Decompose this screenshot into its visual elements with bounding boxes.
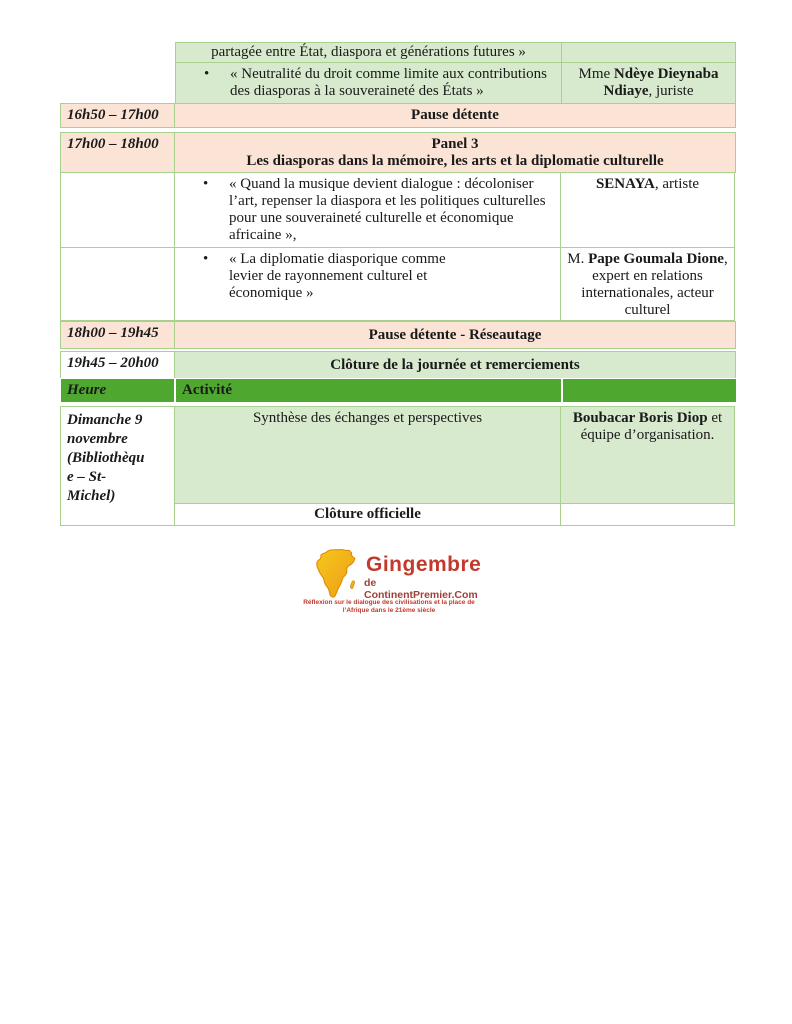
activity-cell bbox=[174, 247, 561, 321]
bullet-glyph: • bbox=[203, 176, 209, 192]
bullet-text: « La diplomatie diasporique comme levier de rayonnement culturel et économique » bbox=[229, 251, 446, 301]
header-heure: Heure bbox=[60, 378, 175, 403]
africa-continent-icon bbox=[307, 547, 365, 601]
speaker-suffix: , expert en relations internationales, acteur culturel bbox=[581, 251, 728, 318]
activity-cell: Pause détente bbox=[174, 103, 736, 128]
activity-cell bbox=[174, 132, 736, 173]
bullet-text: « Neutralité du droit comme limite aux contributions des diasporas à la souveraineté des États » bbox=[230, 66, 548, 99]
speaker-suffix: et équipe d’organisation. bbox=[580, 410, 723, 443]
speaker-cell bbox=[561, 62, 736, 104]
time-cell: 18h00 – 19h45 bbox=[60, 321, 175, 349]
time-cell: 17h00 – 18h00 bbox=[60, 132, 175, 173]
bullet-glyph: • bbox=[203, 251, 209, 267]
speaker-name: Pape Goumala Dione bbox=[588, 251, 724, 267]
table-row bbox=[174, 503, 737, 526]
header-activite: Activité bbox=[175, 378, 562, 403]
bullet-item bbox=[180, 64, 557, 102]
bottom-right-rows bbox=[174, 406, 737, 526]
time-cell: Dimanche 9 novembre (Bibliothèque – St-Michel) bbox=[60, 406, 175, 526]
speaker-suffix: , artiste bbox=[654, 176, 700, 192]
speaker-cell bbox=[560, 247, 735, 321]
activity-cell: Clôture de la journée et remerciements bbox=[174, 351, 736, 379]
table-row bbox=[175, 42, 737, 63]
bullet-item bbox=[179, 174, 556, 246]
speaker-name: Boubacar Boris Diop bbox=[572, 410, 708, 426]
speaker-cell-empty bbox=[561, 42, 736, 63]
time-cell: 16h50 – 17h00 bbox=[60, 103, 175, 128]
table-row bbox=[60, 247, 737, 321]
table-row bbox=[60, 172, 737, 248]
time-cell: 19h45 – 20h00 bbox=[60, 351, 175, 379]
table-row-group bbox=[60, 406, 737, 526]
speaker-suffix: , juriste bbox=[648, 83, 694, 99]
time-cell-empty bbox=[60, 247, 175, 321]
panel-title: Panel 3 bbox=[431, 136, 479, 152]
table-row bbox=[60, 351, 737, 379]
bullet-glyph: • bbox=[204, 66, 210, 82]
speaker-name: SENAYA bbox=[595, 176, 655, 192]
speaker-prefix: Mme bbox=[578, 66, 614, 82]
activity-cell: Pause détente - Réseautage bbox=[174, 321, 736, 349]
activity-cell bbox=[175, 62, 562, 104]
speaker-cell bbox=[560, 406, 735, 504]
speaker-cell bbox=[560, 172, 735, 248]
activity-cell bbox=[174, 172, 561, 248]
logo-tagline: Réflexion sur le dialogue des civilisations et la place de l’Afrique dans le 21ème siècle bbox=[303, 599, 475, 614]
time-cell-empty bbox=[60, 172, 175, 248]
bullet-text: « Quand la musique devient dialogue : décoloniser l’art, repenser la diaspora et les politiques culturelles pour une souveraineté culturelle et économique africaine », bbox=[229, 176, 546, 243]
table-row bbox=[60, 103, 737, 128]
panel-subtitle: Les diasporas dans la mémoire, les arts et la diplomatie culturelle bbox=[246, 153, 664, 169]
table-row bbox=[175, 62, 737, 104]
speaker-cell-empty bbox=[560, 503, 735, 526]
bullet-item bbox=[179, 249, 556, 304]
table-row bbox=[60, 132, 737, 173]
logo-brand-text: Gingembre bbox=[366, 553, 482, 576]
gingembre-logo bbox=[303, 544, 482, 616]
speaker-name: Ndèye Dieynaba Ndiaye bbox=[603, 66, 719, 99]
activity-cell: Synthèse des échanges et perspectives bbox=[174, 406, 561, 504]
logo-subbrand-text: de ContinentPremier.Com bbox=[364, 577, 478, 601]
table-header-row bbox=[60, 378, 737, 403]
program-table bbox=[60, 42, 737, 526]
activity-cell: Clôture officielle bbox=[174, 503, 561, 526]
table-row bbox=[174, 406, 737, 504]
activity-cell: partagée entre État, diaspora et générations futures » bbox=[175, 42, 562, 63]
speaker-prefix: M. bbox=[567, 251, 589, 267]
header-empty bbox=[562, 378, 737, 403]
table-row bbox=[60, 321, 737, 349]
